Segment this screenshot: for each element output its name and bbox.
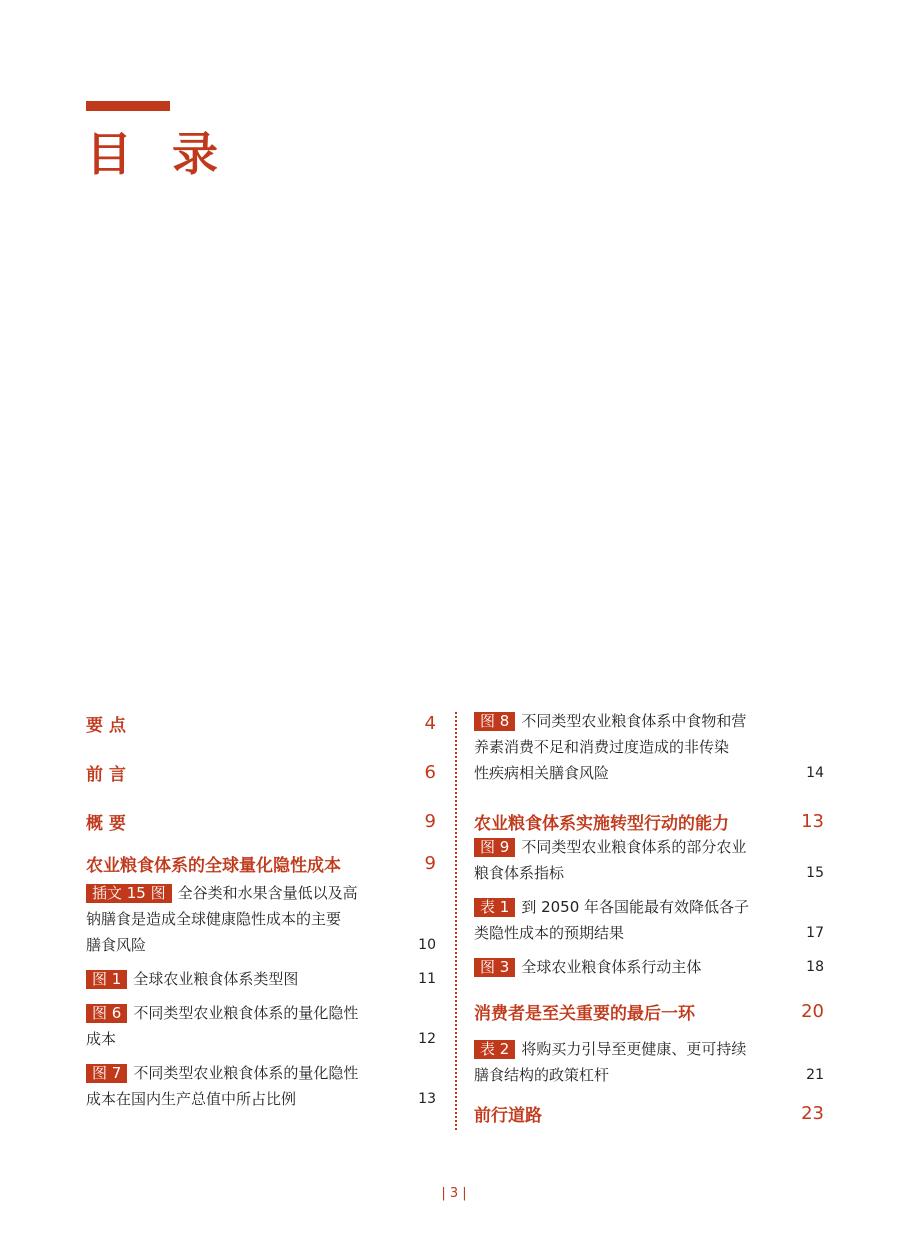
table-tag: 表 1 bbox=[474, 898, 515, 917]
section-page: 20 bbox=[801, 1000, 824, 1022]
title-accent-bar bbox=[86, 101, 170, 111]
entry-page: 10 bbox=[418, 937, 436, 953]
section-label: 农业粮食体系的全球量化隐性成本 bbox=[86, 855, 341, 876]
page-title: 目 录 bbox=[86, 127, 231, 181]
toc-entry-table-2[interactable] bbox=[474, 1036, 824, 1088]
toc-section-consumers[interactable] bbox=[474, 994, 824, 1028]
entry-text-line: 类隐性成本的预期结果 bbox=[474, 924, 625, 942]
figure-tag: 图 7 bbox=[86, 1064, 127, 1083]
toc-entry-box-15-figure[interactable] bbox=[86, 880, 436, 958]
entry-page: 14 bbox=[806, 765, 824, 781]
entry-text-line: 全谷类和水果含量低以及高 bbox=[177, 884, 358, 902]
figure-tag: 图 9 bbox=[474, 838, 515, 857]
entry-text-line: 养素消费不足和消费过度造成的非传染 bbox=[474, 738, 730, 756]
entry-text-line: 膳食结构的政策杠杆 bbox=[474, 1066, 610, 1084]
toc-right-column bbox=[474, 706, 824, 1130]
entry-page: 21 bbox=[806, 1067, 824, 1083]
section-label: 要 点 bbox=[86, 715, 126, 736]
section-label: 农业粮食体系实施转型行动的能力 bbox=[474, 813, 729, 834]
toc-section-foreword[interactable] bbox=[86, 755, 436, 789]
figure-tag: 插文 15 图 bbox=[86, 884, 172, 903]
section-label: 概 要 bbox=[86, 813, 126, 834]
section-page: 23 bbox=[801, 1102, 824, 1124]
page-number: | 3 | bbox=[441, 1186, 467, 1201]
entry-text-line: 全球农业粮食体系行动主体 bbox=[521, 958, 702, 976]
entry-text-line: 性疾病相关膳食风险 bbox=[474, 764, 610, 782]
toc-section-summary[interactable] bbox=[86, 804, 436, 838]
entry-page: 12 bbox=[418, 1031, 436, 1047]
table-tag: 表 2 bbox=[474, 1040, 515, 1059]
figure-tag: 图 3 bbox=[474, 958, 515, 977]
toc-section-key-points[interactable] bbox=[86, 706, 436, 740]
entry-text-line: 不同类型农业粮食体系的量化隐性 bbox=[133, 1004, 359, 1022]
entry-page: 13 bbox=[418, 1091, 436, 1107]
entry-text-line: 全球农业粮食体系类型图 bbox=[133, 970, 299, 988]
entry-page: 18 bbox=[806, 959, 824, 975]
toc-entry-figure-6[interactable] bbox=[86, 1000, 436, 1052]
toc-entry-figure-7[interactable] bbox=[86, 1060, 436, 1112]
section-label: 前行道路 bbox=[474, 1105, 542, 1126]
section-page: 6 bbox=[424, 761, 436, 783]
toc-entry-figure-1[interactable] bbox=[86, 966, 436, 992]
toc-entry-figure-9[interactable] bbox=[474, 834, 824, 886]
toc-entry-figure-3[interactable] bbox=[474, 954, 824, 980]
entry-text-line: 成本 bbox=[86, 1030, 117, 1048]
section-label: 前 言 bbox=[86, 764, 126, 785]
toc-entry-table-1[interactable] bbox=[474, 894, 824, 946]
column-divider bbox=[455, 712, 457, 1130]
entry-text-line: 钠膳食是造成全球健康隐性成本的主要 bbox=[86, 910, 342, 928]
section-page: 4 bbox=[424, 712, 436, 734]
section-page: 9 bbox=[424, 852, 436, 874]
toc-section-transformation-capacity[interactable] bbox=[474, 804, 824, 838]
entry-text-line: 不同类型农业粮食体系的部分农业 bbox=[521, 838, 747, 856]
toc-section-global-hidden-costs[interactable] bbox=[86, 846, 436, 880]
entry-text-line: 不同类型农业粮食体系的量化隐性 bbox=[133, 1064, 359, 1082]
entry-page: 11 bbox=[418, 971, 436, 987]
entry-text-line: 粮食体系指标 bbox=[474, 864, 565, 882]
section-page: 13 bbox=[801, 810, 824, 832]
figure-tag: 图 1 bbox=[86, 970, 127, 989]
entry-text-line: 到 2050 年各国能最有效降低各子 bbox=[521, 898, 750, 916]
section-page: 9 bbox=[424, 810, 436, 832]
figure-tag: 图 8 bbox=[474, 712, 515, 731]
toc-entry-figure-8[interactable] bbox=[474, 708, 824, 786]
entry-page: 15 bbox=[806, 865, 824, 881]
entry-text-line: 将购买力引导至更健康、更可持续 bbox=[521, 1040, 747, 1058]
toc-left-column bbox=[86, 706, 436, 1112]
entry-page: 17 bbox=[806, 925, 824, 941]
figure-tag: 图 6 bbox=[86, 1004, 127, 1023]
section-label: 消费者是至关重要的最后一环 bbox=[474, 1003, 695, 1024]
toc-section-way-forward[interactable] bbox=[474, 1096, 824, 1130]
entry-text-line: 膳食风险 bbox=[86, 936, 147, 954]
entry-text-line: 不同类型农业粮食体系中食物和营 bbox=[521, 712, 747, 730]
entry-text-line: 成本在国内生产总值中所占比例 bbox=[86, 1090, 297, 1108]
